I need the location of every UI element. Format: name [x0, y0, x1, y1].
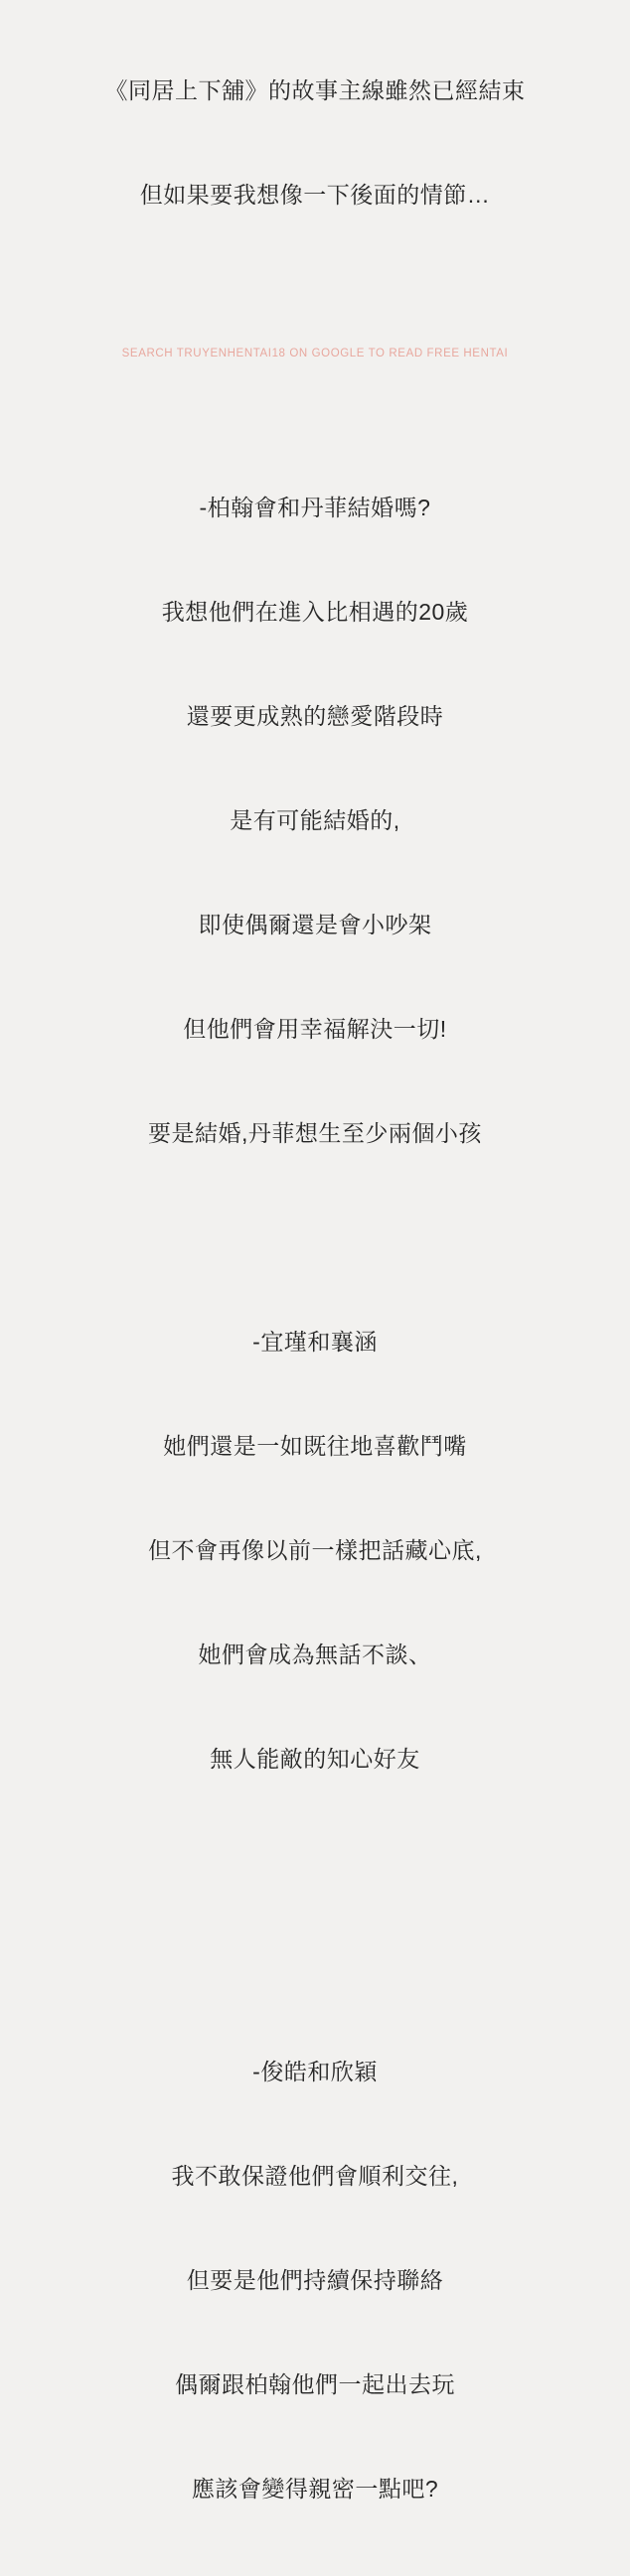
- afterword-line: 要是結婚,丹菲想生至少兩個小孩: [148, 1120, 482, 1146]
- afterword-line: 即使偶爾還是會小吵架: [198, 912, 432, 937]
- afterword-line: 還要更成熟的戀愛階段時: [186, 703, 444, 729]
- afterword-spacer: [10, 282, 620, 317]
- afterword-spacer: [10, 1846, 620, 1881]
- afterword-text-block: [10, 4, 620, 2576]
- afterword-line: 但如果要我想像一下後面的情節…: [139, 182, 491, 208]
- afterword-spacer: [10, 1220, 620, 1255]
- afterword-line: 無人能敵的知心好友: [210, 1746, 420, 1772]
- afterword-line: -俊皓和欣穎: [252, 2059, 378, 2084]
- afterword-spacer: [10, 386, 620, 421]
- afterword-line: 但他們會用幸福解決一切!: [183, 1016, 447, 1042]
- afterword-line: 但不會再像以前一樣把話藏心底,: [148, 1537, 482, 1563]
- afterword-line: 但要是他們持續保持聯絡: [186, 2267, 444, 2293]
- afterword-line: -柏翰會和丹菲結婚嗎?: [199, 495, 431, 520]
- afterword-line: 我不敢保證他們會順利交往,: [171, 2163, 459, 2189]
- afterword-line: 是有可能結婚的,: [230, 807, 400, 833]
- afterword-line: 《同居上下舖》的故事主線雖然已經結束: [104, 77, 526, 103]
- afterword-line: 她們會成為無話不談、: [198, 1642, 432, 1667]
- afterword-line: 我想他們在進入比相遇的20歲: [161, 599, 469, 625]
- afterword-line: -宜瑾和襄涵: [252, 1329, 378, 1355]
- site-watermark: SEARCH TRUYENHENTAI18 ON GOOGLE TO READ FREE HENTAI: [121, 348, 509, 359]
- afterword-line: 偶爾跟柏翰他們一起出去玩: [175, 2371, 455, 2397]
- afterword-spacer: [10, 1950, 620, 1985]
- afterword-line: 應該會變得親密一點吧?: [191, 2476, 439, 2502]
- afterword-line: 她們還是一如既往地喜歡鬥嘴: [163, 1433, 467, 1459]
